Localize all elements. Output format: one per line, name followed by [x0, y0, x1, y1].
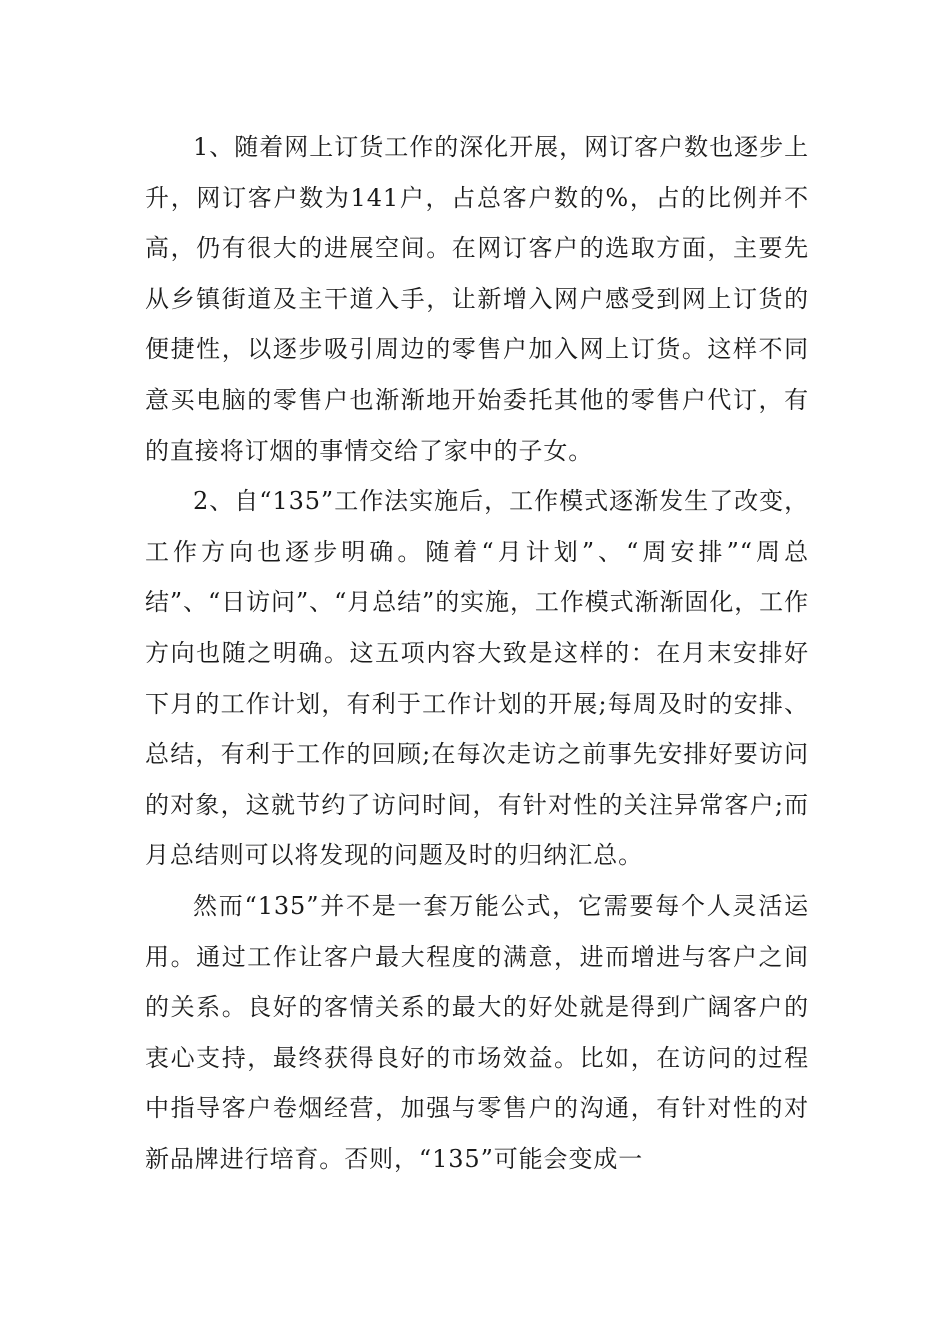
paragraph-135-method: 2、自“135”工作法实施后，工作模式逐渐发生了改变，工作方向也逐步明确。随着“月计划”、“周安排”“周总结”、“日访问”、“月总结”的实施，工作模式渐渐固化，工作方向也随之明确。这五项内容大致是这样的：在月末安排好下月的工作计划，有利于工作计划的开展;每周及时的安排、总结，有利于工作的回顾;在每次走访之前事先安排好要访问的对象，这就节约了访问时间，有针对性的关注异常客户;而月总结则可以将发现的问题及时的归纳汇总。 — [145, 487, 809, 870]
paragraph-flexible-use: 然而“135”并不是一套万能公式，它需要每个人灵活运用。通过工作让客户最大程度的满意，进而增进与客户之间的关系。良好的客情关系的最大的好处就是得到广阔客户的衷心支持，最终获得良好的市场效益。比如，在访问的过程中指导客户卷烟经营，加强与零售户的沟通，有针对性的对新品牌进行培育。否则，“135”可能会变成一 — [145, 891, 809, 1173]
paragraph-online-ordering: 1、随着网上订货工作的深化开展，网订客户数也逐步上升，网订客户数为141户，占总客户数的%，占的比例并不高，仍有很大的进展空间。在网订客户的选取方面，主要先从乡镇街道及主干道入手，让新增入网户感受到网上订货的便捷性，以逐步吸引周边的零售户加入网上订货。这样不同意买电脑的零售户也渐渐地开始委托其他的零售户代订，有的直接将订烟的事情交给了家中的子女。 — [145, 133, 809, 465]
document-body — [145, 122, 809, 1184]
